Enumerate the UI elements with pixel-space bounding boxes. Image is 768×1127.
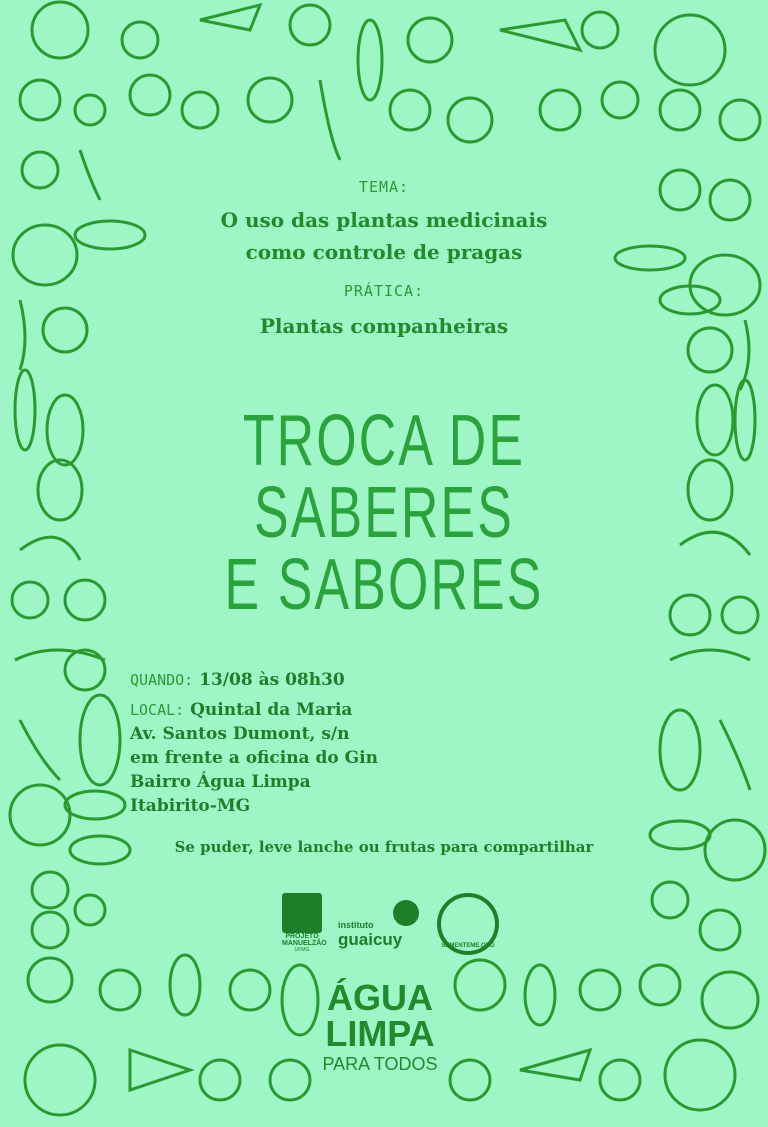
pratica-text: Plantas companheiras — [259, 314, 509, 338]
logo1-bottom: MANUELZÃO — [282, 940, 327, 947]
local-line: Bairro Água Limpa — [130, 772, 311, 792]
title-line3: E SABORES — [224, 545, 544, 625]
sementeme-logo — [437, 893, 499, 955]
logo2-bottom: guaicuy — [338, 930, 403, 949]
agua-line2: LIMPA — [325, 1013, 435, 1054]
logo1-top: PROJETO — [285, 933, 319, 940]
logo2-top: instituto — [338, 920, 374, 930]
agua-limpa-logo — [320, 977, 440, 1076]
local-row — [130, 698, 378, 722]
local-label: LOCAL: — [130, 701, 185, 719]
agua-line3: PARA TODOS — [322, 1054, 438, 1074]
pratica-label: PRÁTICA: — [343, 282, 425, 300]
local-line: Quintal da Maria — [190, 700, 353, 720]
guaicuy-logo — [338, 900, 428, 950]
tema-text-line1: O uso das plantas medicinais — [220, 208, 548, 232]
local-line: em frente a oficina do Gin — [130, 748, 378, 768]
title-line1: TROCA DE — [242, 401, 526, 481]
logo1-small: UFMG — [294, 947, 310, 953]
title-line2: SABERES — [253, 473, 515, 553]
quando-label: QUANDO: — [130, 671, 194, 689]
quando-row — [130, 668, 378, 692]
note-text: Se puder, leve lanche ou frutas para compartilhar — [174, 838, 594, 856]
drop-icon — [393, 900, 419, 926]
event-info — [130, 668, 378, 818]
local-line: Av. Santos Dumont, s/n — [130, 724, 350, 744]
agua-line1: ÁGUA — [327, 977, 433, 1018]
tema-text-line2: como controle de pragas — [245, 240, 523, 264]
local-line: Itabirito-MG — [130, 796, 251, 816]
quando-value: 13/08 às 08h30 — [199, 670, 345, 690]
logo3-text: SEMENTEME.ORG — [441, 943, 495, 949]
tema-label: TEMA: — [358, 178, 410, 196]
projeto-manuelzao-logo — [282, 893, 327, 953]
